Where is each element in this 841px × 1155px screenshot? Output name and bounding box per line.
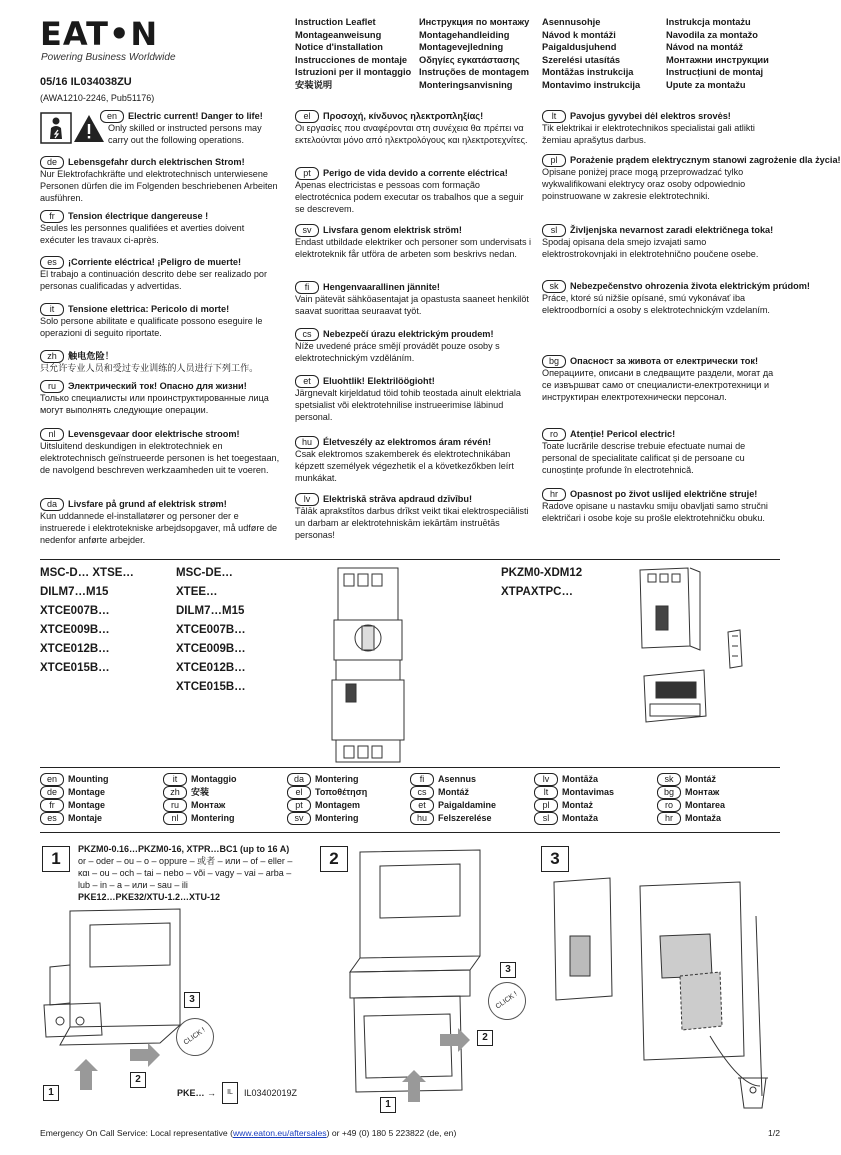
warning-body: Tik elektrikai ir elektrotechnikos specialistai gali atlikti žemiau aprašytus darbus. bbox=[542, 123, 755, 145]
step-3-illustration bbox=[540, 876, 780, 1116]
warning-title-text: Eluohtlik! Elektrilöögioht! bbox=[323, 376, 435, 386]
language-tag: sv bbox=[287, 812, 311, 825]
mounting-text: Montarea bbox=[685, 800, 726, 810]
warning-body: Järgnevalt kirjeldatud töid tohib teostada ainult elektriala spetsialist või elektrotehnilise instrueerimise läbinud personal. bbox=[295, 388, 521, 422]
product-name: XTCE009B… bbox=[40, 624, 110, 636]
mounting-label-hr bbox=[657, 812, 725, 825]
warning-title bbox=[295, 436, 535, 449]
warning-block-hu bbox=[295, 436, 535, 485]
warning-block-pl bbox=[542, 154, 841, 203]
product-name: PKZM0-XDM12 bbox=[501, 567, 583, 579]
language-tag: sk bbox=[657, 773, 681, 786]
mounting-text: Montage bbox=[68, 800, 105, 810]
mounting-label-pl bbox=[534, 799, 614, 812]
mounting-column-3 bbox=[287, 773, 367, 825]
product-name: XTCE009B… bbox=[176, 643, 246, 655]
warning-title bbox=[40, 256, 280, 269]
header-title: Инструкция по монтажу bbox=[419, 17, 530, 27]
warning-block-cs bbox=[295, 328, 535, 365]
warning-body: Nur Elektrofachkräfte und elektrotechnisch unterwiesene Personen dürfen die im Folgenden beschriebenen Arbeiten ausführen. bbox=[40, 169, 278, 203]
aftersales-link[interactable]: www.eaton.eu/aftersales bbox=[232, 1128, 327, 1138]
mounting-column-4 bbox=[410, 773, 496, 825]
mounting-text: Montering bbox=[191, 813, 235, 823]
language-tag: en bbox=[40, 773, 64, 786]
mounting-column-1 bbox=[40, 773, 108, 825]
step-1-marker-1: 1 bbox=[43, 1085, 59, 1101]
mounting-label-en bbox=[40, 773, 108, 786]
mounting-label-es bbox=[40, 812, 108, 825]
header-title: Monteringsanvisning bbox=[419, 79, 513, 90]
warning-title-text: Porażenie prądem elektrycznym stanowi zagrożenie dla życia! bbox=[570, 155, 841, 165]
header-title: Navodila za montažo bbox=[666, 29, 758, 40]
footer-service bbox=[40, 1128, 456, 1138]
warning-body: Vain pätevät sähköasentajat ja opastusta saaneet henkilöt saavat suorittaa seuraavat työt. bbox=[295, 294, 529, 316]
mounting-text: Montáž bbox=[685, 774, 716, 784]
product-name: XTCE007B… bbox=[40, 605, 110, 617]
mounting-label-bg bbox=[657, 786, 725, 799]
language-tag: pt bbox=[295, 167, 319, 180]
language-tag: da bbox=[287, 773, 311, 786]
mounting-text: Montering bbox=[315, 774, 359, 784]
warning-block-de bbox=[40, 156, 280, 205]
mounting-label-it bbox=[163, 773, 237, 786]
step-1-text bbox=[78, 843, 303, 903]
header-title: Szerelési utasítás bbox=[542, 54, 621, 65]
language-tag: el bbox=[295, 110, 319, 123]
mounting-label-sk bbox=[657, 773, 725, 786]
warning-body: Kun uddannede el-installatører og personer der e instruerede i elektrotekniske arbejdsopgaver, må udføre de nedenfor anførte arbejder. bbox=[40, 511, 278, 545]
warning-title-text: Opasnost po život uslijed električne struje! bbox=[570, 489, 758, 499]
mounting-text: Mounting bbox=[68, 774, 109, 784]
warning-body: Apenas electricistas e pessoas com formação electrotécnica podem executar os trabalhos que a seguir se descrevem. bbox=[295, 180, 524, 214]
language-tag: fi bbox=[410, 773, 434, 786]
click-badge: CLICK ! bbox=[169, 1011, 222, 1064]
warning-title bbox=[295, 110, 535, 123]
warning-body: Solo persone abilitate e qualificate possono eseguire le operazioni di seguito riportate. bbox=[40, 316, 263, 338]
mounting-text: Asennus bbox=[438, 774, 477, 784]
language-tag: nl bbox=[163, 812, 187, 825]
accessory-illustrations bbox=[628, 566, 778, 736]
step-2-marker-1: 1 bbox=[380, 1097, 396, 1113]
header-title: Istruzioni per il montaggio bbox=[295, 67, 412, 78]
mounting-column-5 bbox=[534, 773, 614, 825]
warning-body: Práce, ktoré sú nižšie opísané, smú vykonávať iba elektroodborníci a osoby s elektrotechnickým vzdelaním. bbox=[542, 293, 770, 315]
warning-title-text: Электрический ток! Опасно для жизни! bbox=[68, 381, 247, 391]
header-title: Монтажни инструкции bbox=[666, 54, 769, 65]
step-1-title: PKZM0-0.16…PKZM0-16, XTPR…BC1 (up to 16 A) bbox=[78, 844, 290, 854]
reference-document: IL03402019Z bbox=[244, 1088, 298, 1098]
header-title: Montāžas instrukcija bbox=[542, 67, 634, 78]
eaton-logo: EAT•N bbox=[40, 15, 159, 53]
mounting-text: Montaż bbox=[562, 800, 593, 810]
warning-body: Uitsluitend deskundigen in elektrotechniek en elektrotechnisch geïnstrueerde personen is het toegestaan, de navolgend beschreven werkzaamheden uit te voeren. bbox=[40, 441, 280, 475]
header-title: Instruction Leaflet bbox=[295, 17, 376, 27]
mounting-label-ru bbox=[163, 799, 237, 812]
warning-block-en bbox=[40, 110, 280, 147]
warning-block-el bbox=[295, 110, 535, 147]
product-name: XTCE015B… bbox=[40, 662, 110, 674]
warning-title bbox=[295, 281, 535, 294]
language-tag: en bbox=[100, 110, 124, 123]
document-reference: (AWA1210-2246, Pub51176) bbox=[40, 93, 155, 103]
language-tag: el bbox=[287, 786, 311, 799]
warning-body: Opisane poniżej prace mogą przeprowadzać tylko wykwalifikowani elektrycy oraz osoby odpowiednio poinstruowane w zakresie elektrotechniki. bbox=[542, 167, 746, 201]
mounting-text: Felszerelése bbox=[438, 813, 492, 823]
header-title: Montageanweisung bbox=[295, 29, 382, 40]
product-name: XTCE015B… bbox=[176, 681, 246, 693]
mounting-label-da bbox=[287, 773, 367, 786]
warning-block-fi bbox=[295, 281, 535, 318]
mounting-label-zh bbox=[163, 786, 237, 799]
language-tag: nl bbox=[40, 428, 64, 441]
warning-block-lt bbox=[542, 110, 782, 147]
warning-title bbox=[40, 303, 280, 316]
book-icon: IL bbox=[222, 1082, 238, 1104]
page-number: 1/2 bbox=[768, 1128, 780, 1138]
footer-text-before: Emergency On Call Service: Local representative ( bbox=[40, 1128, 233, 1138]
warning-body: Tālāk aprakstītos darbus drīkst veikt tikai elektrospeciālisti un darbam ar elektrotehniskām iekārtām instruētās personas! bbox=[295, 506, 529, 540]
language-tag: lv bbox=[295, 493, 319, 506]
mounting-label-ro bbox=[657, 799, 725, 812]
warning-title bbox=[295, 375, 535, 388]
divider bbox=[40, 559, 780, 560]
mounting-column-6 bbox=[657, 773, 725, 825]
product-list-3 bbox=[501, 564, 582, 602]
header-title: Instrucciones de montaje bbox=[295, 54, 408, 65]
warning-body: Операциите, описани в следващите раздели, могат да се извършват само от специалисти-електротехници и инструктиран електротехнически персонал. bbox=[542, 368, 774, 402]
warning-title-text: Levensgevaar door elektrische stroom! bbox=[68, 429, 240, 439]
mounting-text: Montaža bbox=[685, 813, 721, 823]
warning-block-lv bbox=[295, 493, 535, 542]
warning-body: Níže uvedené práce smějí provádět pouze osoby s elektrotechnickým vzděláním. bbox=[295, 341, 500, 363]
warning-title-text: Tension électrique dangereuse ! bbox=[68, 211, 209, 221]
header-column-4 bbox=[666, 16, 769, 92]
warning-block-da bbox=[40, 498, 280, 547]
product-name: MSC-DE… bbox=[176, 567, 233, 579]
step-2-number: 2 bbox=[320, 846, 348, 872]
warning-title-text: Atenție! Pericol electric! bbox=[570, 429, 676, 439]
warning-body: Spodaj opisana dela smejo izvajati samo elektrostrokovnjaki in elektrotehnično poučene osebe. bbox=[542, 237, 759, 259]
warning-title-text: Tensione elettrica: Pericolo di morte! bbox=[68, 304, 230, 314]
language-tag: sv bbox=[295, 224, 319, 237]
warning-title bbox=[40, 428, 280, 441]
header-column-1 bbox=[295, 16, 411, 92]
header-title: Instruções de montagem bbox=[419, 67, 530, 78]
mounting-text: Montaje bbox=[68, 813, 103, 823]
language-tag: hr bbox=[657, 812, 681, 825]
language-tag: ro bbox=[542, 428, 566, 441]
warning-title-text: Προσοχή, κίνδυνος ηλεκτροπληξίας! bbox=[323, 111, 484, 121]
warning-title-text: Pavojus gyvybei dėl elektros srovės! bbox=[570, 111, 731, 121]
header-title: Asennusohje bbox=[542, 17, 601, 27]
language-tag: cs bbox=[410, 786, 434, 799]
header-title: Instrukcja montażu bbox=[666, 17, 751, 27]
header-column-3 bbox=[542, 16, 640, 92]
mounting-label-sl bbox=[534, 812, 614, 825]
header-title: Montagevejledning bbox=[419, 42, 504, 53]
mounting-label-fi bbox=[410, 773, 496, 786]
language-tag: sl bbox=[534, 812, 558, 825]
product-name: DILM7…M15 bbox=[40, 586, 109, 598]
header-title: Notice d'installation bbox=[295, 42, 383, 53]
mounting-text: Montage bbox=[68, 787, 105, 797]
warning-title bbox=[542, 280, 810, 293]
document-number: 05/16 IL034038ZU bbox=[40, 76, 132, 88]
mounting-text: Montāža bbox=[562, 774, 598, 784]
warning-title-text: Livsfare på grund af elektrisk strøm! bbox=[68, 499, 227, 509]
warning-title bbox=[295, 224, 535, 237]
warning-body: Toate lucrările descrise trebuie efectuate numai de personal de specialitate calificat și de persoane cu cunoștințe profunde în electrotehnică. bbox=[542, 441, 746, 475]
product-name: XTCE012B… bbox=[40, 643, 110, 655]
language-tag: et bbox=[410, 799, 434, 812]
language-tag: ru bbox=[40, 380, 64, 393]
language-tag: sl bbox=[542, 224, 566, 237]
product-list-1 bbox=[40, 564, 134, 678]
language-tag: de bbox=[40, 786, 64, 799]
warning-title bbox=[542, 224, 782, 237]
language-tag: ru bbox=[163, 799, 187, 812]
step-1-number: 1 bbox=[42, 846, 70, 872]
language-tag: zh bbox=[40, 350, 64, 363]
mounting-label-el bbox=[287, 786, 367, 799]
language-tag: lt bbox=[534, 786, 558, 799]
mounting-text: Montering bbox=[315, 813, 359, 823]
divider bbox=[40, 832, 780, 833]
language-tag: it bbox=[40, 303, 64, 316]
step-3-number: 3 bbox=[541, 846, 569, 872]
warning-block-nl bbox=[40, 428, 280, 477]
header-title: Návod na montáž bbox=[666, 42, 743, 53]
warning-block-sv bbox=[295, 224, 535, 261]
language-tag: it bbox=[163, 773, 187, 786]
mounting-text: Montagem bbox=[315, 800, 360, 810]
warning-block-zh bbox=[40, 350, 280, 375]
language-tag: hr bbox=[542, 488, 566, 501]
language-tag: ro bbox=[657, 799, 681, 812]
mounting-label-lv bbox=[534, 773, 614, 786]
warning-title bbox=[295, 328, 535, 341]
warning-title bbox=[542, 428, 782, 441]
mounting-text: Montaža bbox=[562, 813, 598, 823]
warning-block-et bbox=[295, 375, 535, 424]
warning-block-ro bbox=[542, 428, 782, 477]
warning-title bbox=[40, 210, 280, 223]
warning-block-es bbox=[40, 256, 280, 293]
click-badge: CLICK ! bbox=[481, 975, 534, 1028]
language-tag: fr bbox=[40, 799, 64, 812]
warning-title-text: Lebensgefahr durch elektrischen Strom! bbox=[68, 157, 245, 167]
warning-title bbox=[40, 380, 280, 393]
warning-block-sk bbox=[542, 280, 810, 317]
language-tag: cs bbox=[295, 328, 319, 341]
mounting-text: Montavimas bbox=[562, 787, 615, 797]
warning-title bbox=[40, 156, 280, 169]
warning-title-text: Življenjska nevarnost zaradi električnega toka! bbox=[570, 225, 774, 235]
header-title: Montagehandleiding bbox=[419, 29, 510, 40]
warning-body: Seules les personnes qualifiées et averties doivent exécuter les travaux ci-après. bbox=[40, 223, 245, 245]
language-tag: pt bbox=[287, 799, 311, 812]
warning-block-sl bbox=[542, 224, 782, 261]
warning-title-text: Опасност за живота от електрически ток! bbox=[570, 356, 759, 366]
warning-title bbox=[542, 488, 782, 501]
step-1-marker-2: 2 bbox=[130, 1072, 146, 1088]
product-name: MSC-D… XTSE… bbox=[40, 567, 134, 579]
language-tag: et bbox=[295, 375, 319, 388]
mounting-label-fr bbox=[40, 799, 108, 812]
language-tag: pl bbox=[542, 154, 566, 167]
reference-prefix: PKE… → bbox=[177, 1088, 217, 1098]
language-tag: pl bbox=[534, 799, 558, 812]
warning-title-text: 触电危险！ bbox=[68, 351, 114, 361]
mounting-text: 安装 bbox=[191, 787, 210, 797]
mounting-label-cs bbox=[410, 786, 496, 799]
warning-title-text: Elektriskā strāva apdraud dzīvību! bbox=[323, 494, 473, 504]
header-title: Instrucțiuni de montaj bbox=[666, 67, 764, 78]
product-name: XTCE007B… bbox=[176, 624, 246, 636]
product-list-2 bbox=[176, 564, 246, 697]
warning-title bbox=[40, 498, 280, 511]
warning-title bbox=[542, 110, 782, 123]
product-name: XTEE… bbox=[176, 586, 218, 598]
product-name: XTPAXTPC… bbox=[501, 586, 573, 598]
header-title: 安装说明 bbox=[295, 79, 333, 90]
language-tag: sk bbox=[542, 280, 566, 293]
step-1-marker-3: 3 bbox=[184, 992, 200, 1008]
header-title: Upute za montažu bbox=[666, 79, 746, 90]
mounting-text: Montaggio bbox=[191, 774, 237, 784]
device-assembly-illustration bbox=[318, 566, 418, 766]
warning-body: El trabajo a continuación descrito debe ser realizado por personas cualificadas y advertidas. bbox=[40, 269, 267, 291]
warning-title-text: ¡Corriente eléctrica! ¡Peligro de muerte! bbox=[68, 257, 242, 267]
warning-title-text: Livsfara genom elektrisk ström! bbox=[323, 225, 462, 235]
language-tag: hu bbox=[295, 436, 319, 449]
header-title: Οδηγίες εγκατάστασης bbox=[419, 54, 520, 65]
mounting-label-hu bbox=[410, 812, 496, 825]
warning-block-ru bbox=[40, 380, 280, 417]
warning-block-hr bbox=[542, 488, 782, 525]
language-tag: fi bbox=[295, 281, 319, 294]
language-tag: hu bbox=[410, 812, 434, 825]
language-tag: bg bbox=[542, 355, 566, 368]
warning-body: Only skilled or instructed persons may carry out the following operations. bbox=[108, 123, 262, 145]
mounting-label-sv bbox=[287, 812, 367, 825]
language-tag: lv bbox=[534, 773, 558, 786]
divider bbox=[40, 767, 780, 768]
mounting-column-2 bbox=[163, 773, 237, 825]
warning-block-bg bbox=[542, 355, 782, 404]
header-column-2 bbox=[419, 16, 529, 92]
language-tag: es bbox=[40, 256, 64, 269]
warning-title bbox=[542, 154, 841, 167]
warning-title-text: Electric current! Danger to life! bbox=[128, 111, 263, 121]
brand-tagline: Powering Business Worldwide bbox=[41, 52, 176, 63]
warning-block-fr bbox=[40, 210, 280, 247]
mounting-label-et bbox=[410, 799, 496, 812]
language-tag: bg bbox=[657, 786, 681, 799]
mounting-text: Paigaldamine bbox=[438, 800, 497, 810]
warning-title bbox=[295, 167, 535, 180]
product-name: DILM7…M15 bbox=[176, 605, 245, 617]
step-1-alternatives: or – oder – ou – o – oppure – 或者 – или – of – eller – και – ou – och – tai – nebo – või – vagy – vai – arba – lub – in – a – или – sau – ili bbox=[78, 856, 293, 890]
language-tag: de bbox=[40, 156, 64, 169]
language-tag: zh bbox=[163, 786, 187, 799]
mounting-text: Монтаж bbox=[191, 800, 226, 810]
step-2-marker-2: 2 bbox=[477, 1030, 493, 1046]
warning-body: Csak elektromos szakemberek és elektrotechnikában képzett személyek végezhetik el a következőkben leírt munkákat. bbox=[295, 449, 514, 483]
warning-title-text: Életveszély az elektromos áram révén! bbox=[323, 437, 492, 447]
warning-title-text: Perigo de vida devido a corrente eléctrica! bbox=[323, 168, 508, 178]
mounting-label-de bbox=[40, 786, 108, 799]
mounting-text: Монтаж bbox=[685, 787, 720, 797]
warning-title-text: Nebezpečenstvo ohrozenia života elektrickým prúdom! bbox=[570, 281, 810, 291]
header-title: Paigaldusjuhend bbox=[542, 42, 617, 53]
mounting-text: Montáž bbox=[438, 787, 469, 797]
warning-block-pt bbox=[295, 167, 535, 216]
mounting-label-pt bbox=[287, 799, 367, 812]
warning-body: Только специалисты или проинструктированные лица могут выполнять следующие операции. bbox=[40, 393, 269, 415]
warning-body: Οι εργασίες που αναφέρονται στη συνέχεια θα πρέπει να εκτελούνται μόνο από ηλεκτρολόγους και ηλεκτροτεχνίτες. bbox=[295, 123, 528, 145]
step-1-models: PKE12…PKE32/XTU-1.2…XTU-12 bbox=[78, 892, 221, 902]
warning-title-text: Nebezpečí úrazu elektrickým proudem! bbox=[323, 329, 494, 339]
warning-body: 只允许专业人员和受过专业训练的人员进行下列工作。 bbox=[40, 363, 259, 373]
header-title: Montavimo instrukcija bbox=[542, 79, 641, 90]
language-tag: da bbox=[40, 498, 64, 511]
mounting-text: Τοποθέτηση bbox=[315, 787, 368, 797]
language-tag: es bbox=[40, 812, 64, 825]
warning-block-it bbox=[40, 303, 280, 340]
warning-title-text: Hengenvaarallinen jännite! bbox=[323, 282, 440, 292]
mounting-label-lt bbox=[534, 786, 614, 799]
warning-title bbox=[100, 110, 280, 123]
header-title: Návod k montáži bbox=[542, 29, 616, 40]
warning-title bbox=[295, 493, 535, 506]
language-tag: lt bbox=[542, 110, 566, 123]
language-tag: fr bbox=[40, 210, 64, 223]
step-2-marker-3: 3 bbox=[500, 962, 516, 978]
product-name: XTCE012B… bbox=[176, 662, 246, 674]
warning-title bbox=[542, 355, 782, 368]
footer-text-after: ) or +49 (0) 180 5 223822 (de, en) bbox=[326, 1128, 457, 1138]
mounting-label-nl bbox=[163, 812, 237, 825]
warning-title bbox=[40, 350, 280, 363]
warning-body: Radove opisane u nastavku smiju obavljati samo stručni električari i osobe koje su prošle elektrotehničku obuku. bbox=[542, 501, 768, 523]
warning-body: Endast utbildade elektriker och personer som undervisats i elektroteknik får utföra de arbeten som beskrivs nedan. bbox=[295, 237, 532, 259]
